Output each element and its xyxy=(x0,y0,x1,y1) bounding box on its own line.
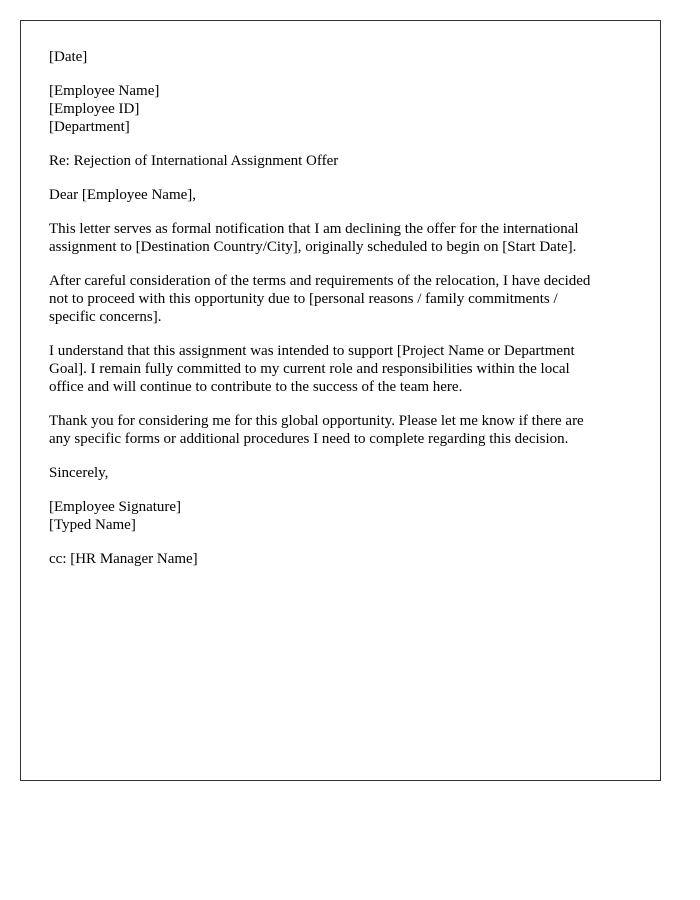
cc-line: cc: [HR Manager Name] xyxy=(49,551,198,567)
letter-salutation: Dear [Employee Name], xyxy=(49,187,197,203)
recipient-block xyxy=(49,82,639,136)
signature-block xyxy=(49,498,639,534)
body-paragraph-2 xyxy=(49,272,639,326)
letter-content xyxy=(49,48,639,584)
body-paragraph-1 xyxy=(49,220,639,256)
recipient-department: [Department] xyxy=(49,119,130,135)
body-line: any specific forms or additional procedures I need to complete regarding this decision. xyxy=(49,431,569,447)
body-line: Goal]. I remain fully committed to my current role and responsibilities within the local xyxy=(49,361,570,377)
body-line: not to proceed with this opportunity due to [personal reasons / family commitments / xyxy=(49,291,558,307)
typed-name: [Typed Name] xyxy=(49,517,136,533)
body-paragraph-3 xyxy=(49,342,639,396)
body-paragraph-4 xyxy=(49,412,639,448)
letter-subject: Re: Rejection of International Assignment Offer xyxy=(49,153,339,169)
body-line: This letter serves as formal notification that I am declining the offer for the international xyxy=(49,221,579,237)
body-line: I understand that this assignment was intended to support [Project Name or Department xyxy=(49,343,575,359)
signature-line: [Employee Signature] xyxy=(49,499,182,515)
recipient-id: [Employee ID] xyxy=(49,101,140,117)
letter-page xyxy=(20,20,661,781)
recipient-name: [Employee Name] xyxy=(49,83,160,99)
letter-closing: Sincerely, xyxy=(49,465,109,481)
body-line: office and will continue to contribute to the success of the team here. xyxy=(49,379,463,395)
body-line: assignment to [Destination Country/City], originally scheduled to begin on [Start Date]. xyxy=(49,239,577,255)
body-line: Thank you for considering me for this global opportunity. Please let me know if there are xyxy=(49,413,584,429)
body-line: After careful consideration of the terms and requirements of the relocation, I have decided xyxy=(49,273,591,289)
letter-date: [Date] xyxy=(49,49,88,65)
body-line: specific concerns]. xyxy=(49,309,162,325)
